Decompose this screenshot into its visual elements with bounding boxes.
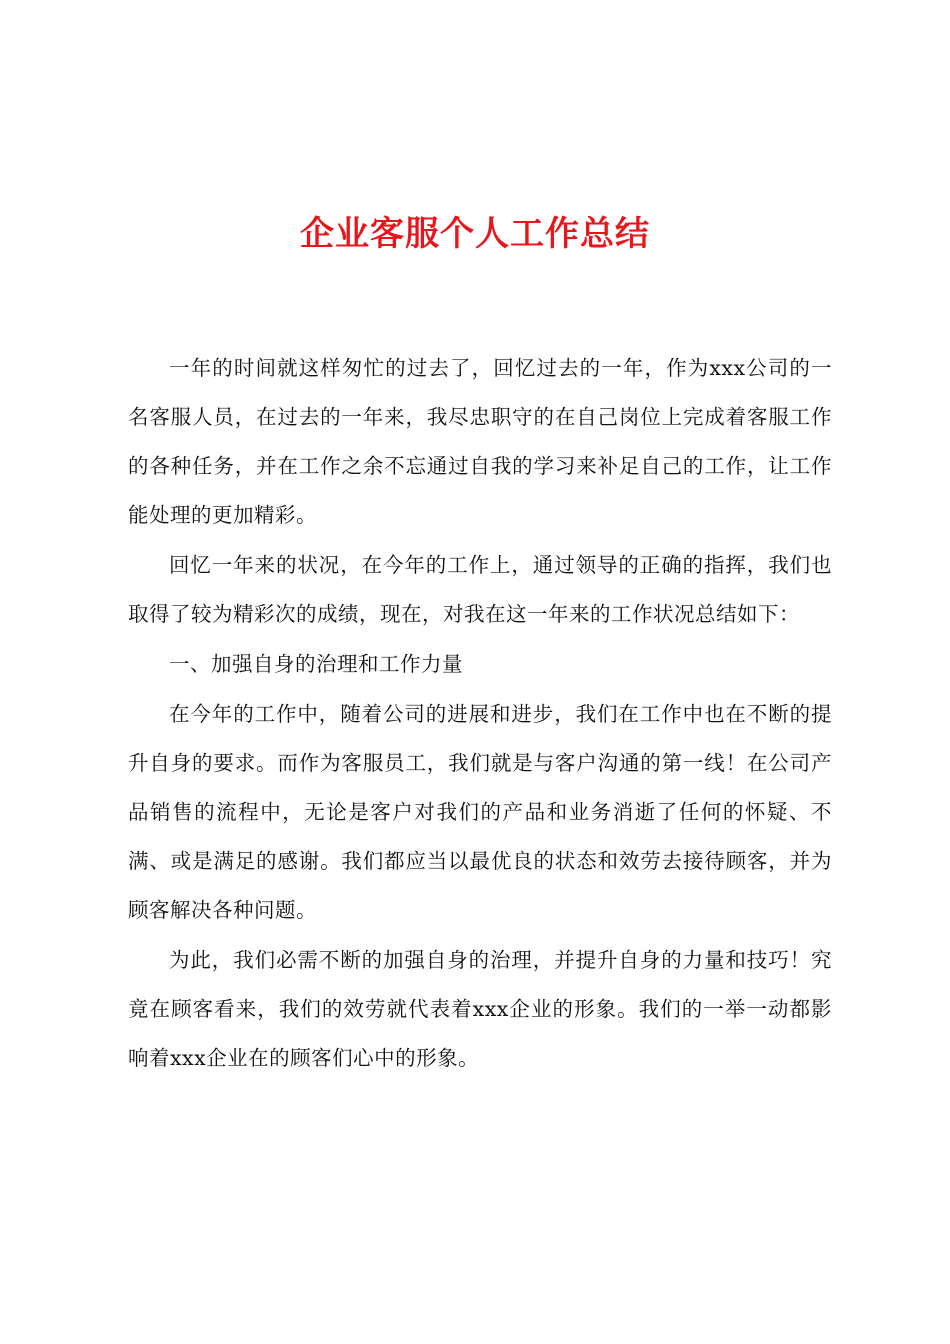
paragraph-review: 回忆一年来的状况，在今年的工作上，通过领导的正确的指挥，我们也取得了较为精彩次的成绩，现在，对我在这一年来的工作状况总结如下： — [128, 553, 832, 626]
section-heading-1: 一、加强自身的治理和工作力量 — [169, 652, 463, 676]
document-title: 企业客服个人工作总结 — [300, 214, 650, 254]
paragraph-service-requirements: 在今年的工作中，随着公司的进展和进步，我们在工作中也在不断的提升自身的要求。而作为客服员工，我们就是与客户沟通的第一线！在公司产品销售的流程中，无论是客户对我们的产品和业务消逝了任何的怀疑、不满、或是满足的感谢。我们都应当以最优良的状态和效劳去接待顾客，并为顾客解决各种问题。 — [128, 702, 832, 922]
document-body — [128, 344, 832, 1083]
paragraph-intro: 一年的时间就这样匆忙的过去了，回忆过去的一年，作为xxx公司的一名客服人员，在过去的一年来，我尽忠职守的在自己岗位上完成着客服工作的各种任务，并在工作之余不忘通过自我的学习来补足自己的工作，让工作能处理的更加精彩。 — [128, 356, 832, 527]
paragraph-self-management: 为此，我们必需不断的加强自身的治理，并提升自身的力量和技巧！究竟在顾客看来，我们的效劳就代表着xxx企业的形象。我们的一举一动都影响着xxx企业在的顾客们心中的形象。 — [128, 948, 832, 1070]
